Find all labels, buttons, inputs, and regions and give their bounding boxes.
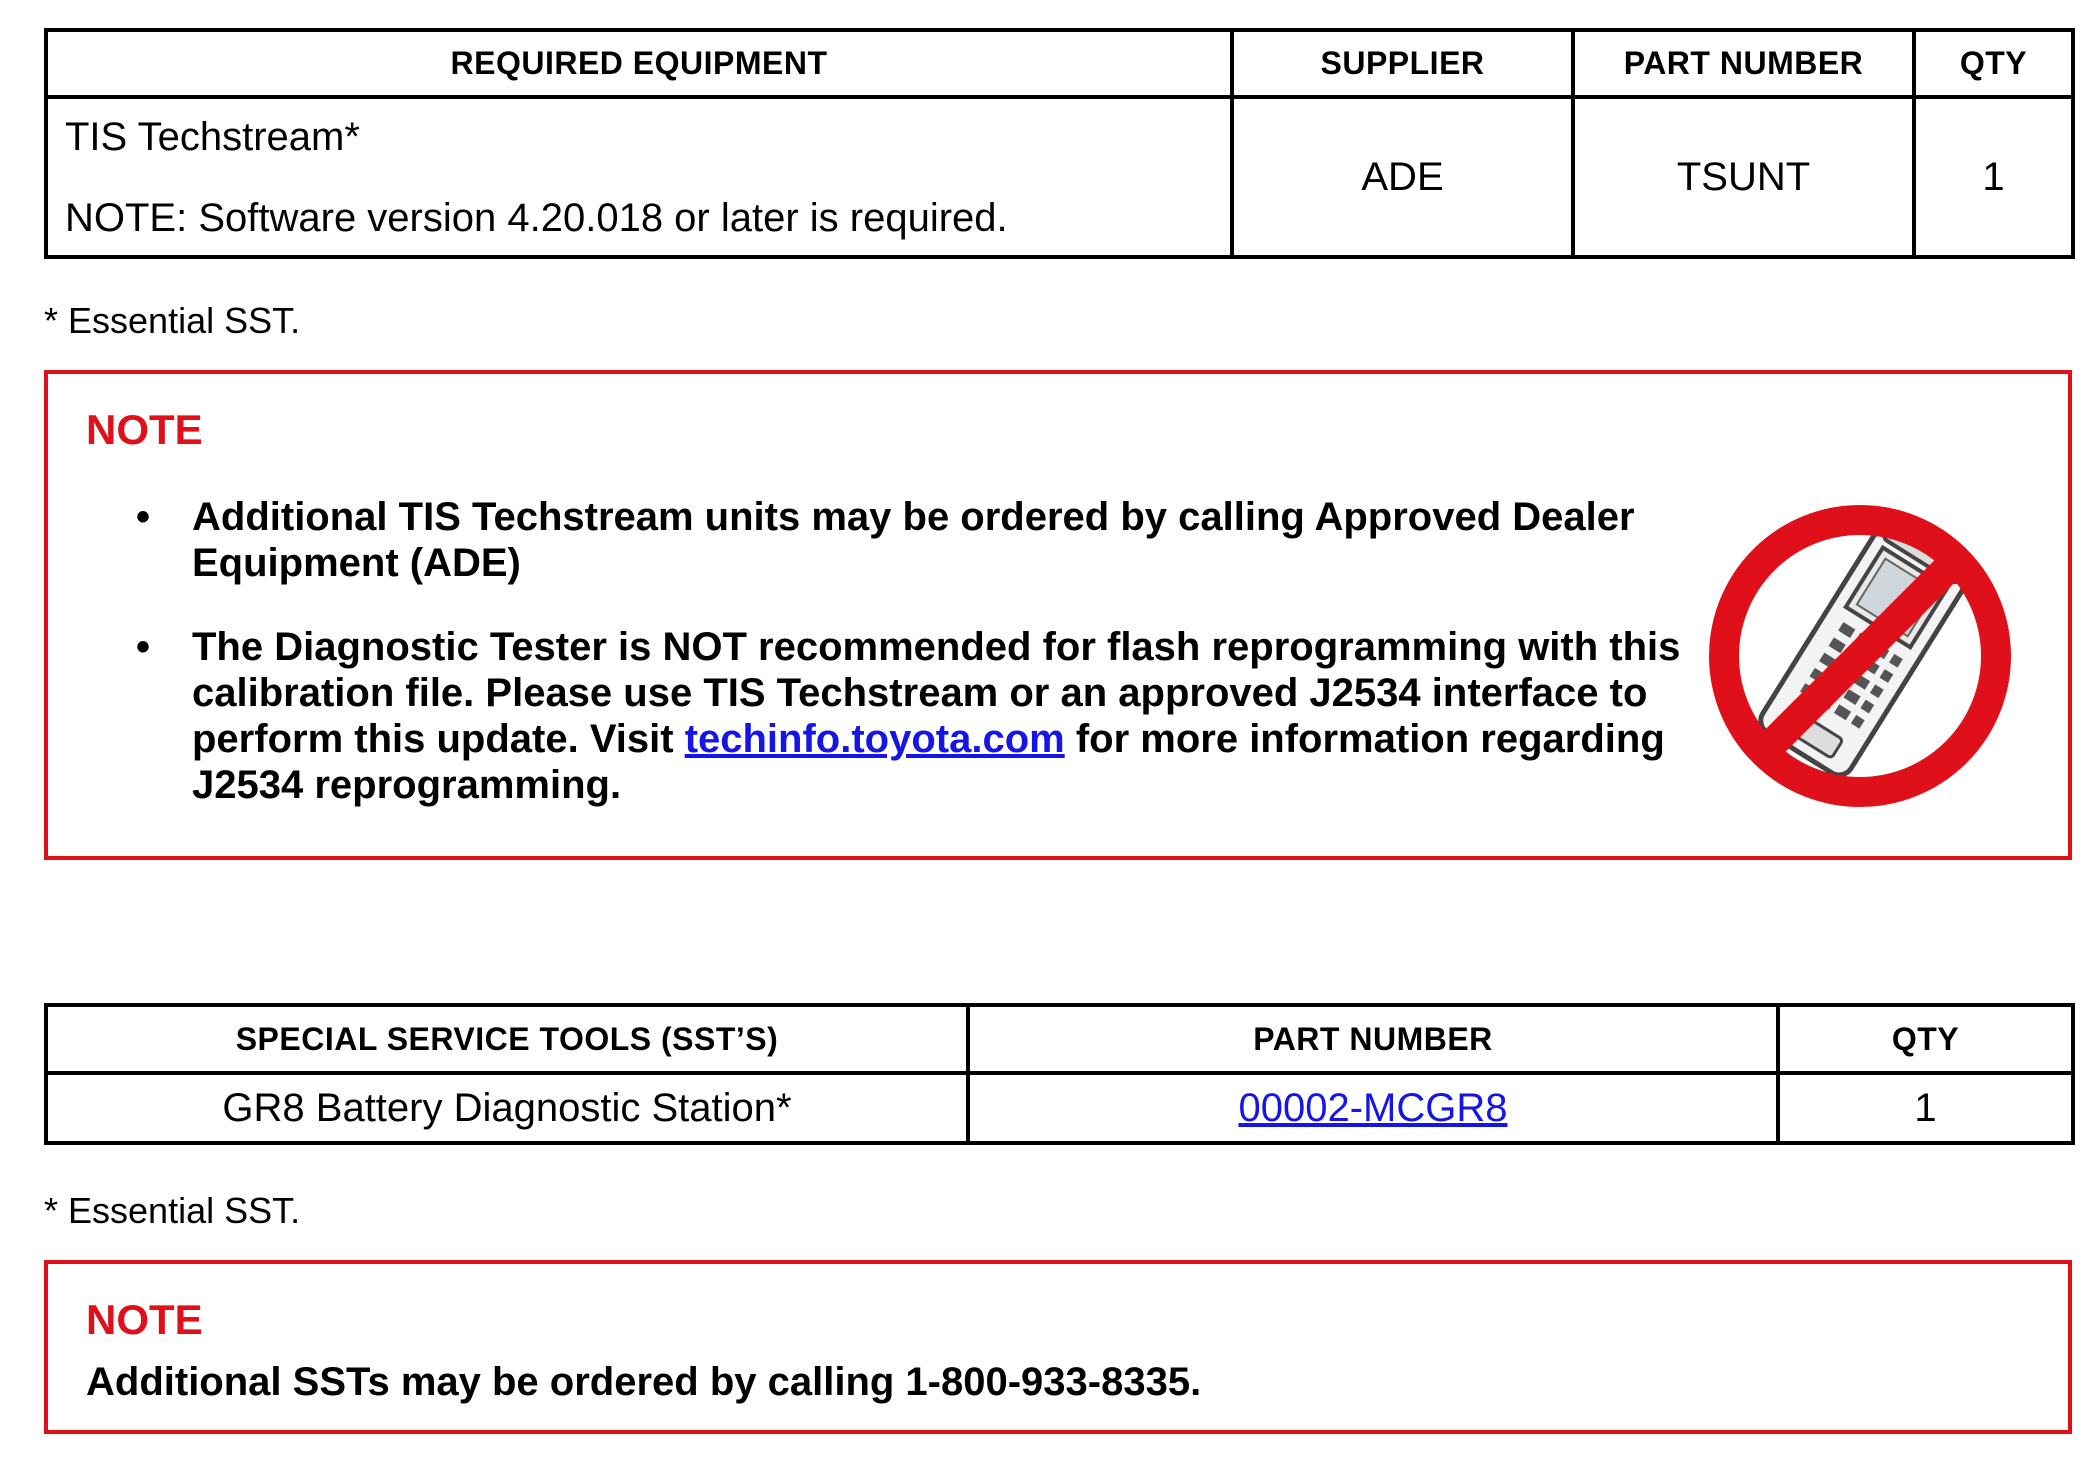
table-row [46,97,2073,257]
header-sst: SPECIAL SERVICE TOOLS (SST’S) [46,1005,968,1073]
part-number-link[interactable]: 00002-MCGR8 [1238,1085,1508,1130]
note-box-techstream [44,370,2072,860]
equipment-name: TIS Techstream* [65,115,360,159]
table-row [46,1073,2073,1143]
note-box-sst [44,1260,2072,1434]
sst-qty-cell: 1 [1778,1073,2073,1143]
header-supplier: SUPPLIER [1232,30,1573,97]
bullet-text-after-link: for more information regarding J2534 reprogramming. [192,717,1665,807]
qty-cell: 1 [1914,97,2073,257]
footnote-essential-sst: * Essential SST. [44,1190,301,1231]
equipment-note: NOTE: Software version 4.20.018 or later is required. [65,196,1008,240]
bullet-text-before-link: The Diagnostic Tester is NOT recommended for flash reprogramming with this calibration file. Please use TIS Techstream or an approved J2534 interface to perform this update. Visit [192,625,1681,761]
table-header-row [46,1005,2073,1073]
list-item [136,494,1696,586]
part-number-cell: TSUNT [1573,97,1914,257]
bullet-icon: • [136,495,151,539]
header-required-equipment: REQUIRED EQUIPMENT [46,30,1232,97]
footnote-essential-sst: * Essential SST. [44,300,301,341]
equipment-cell [46,97,1232,257]
techinfo-link[interactable]: techinfo.toyota.com [684,717,1065,761]
note-title: NOTE [86,1296,203,1343]
list-item [136,624,1696,808]
required-equipment-table [44,28,2075,259]
bullet-text: Additional TIS Techstream units may be ordered by calling Approved Dealer Equipment (ADE) [192,495,1635,585]
special-service-tools-table [44,1003,2075,1145]
note-bullet-list [136,494,1696,846]
header-qty: QTY [1778,1005,2073,1073]
header-qty: QTY [1914,30,2073,97]
no-diagnostic-tester-icon [1700,496,2020,816]
table-header-row [46,30,2073,97]
sst-name-cell: GR8 Battery Diagnostic Station* [46,1073,968,1143]
note-title: NOTE [86,406,203,453]
bullet-icon: • [136,625,151,669]
header-part-number: PART NUMBER [968,1005,1778,1073]
header-part-number: PART NUMBER [1573,30,1914,97]
note-text: Additional SSTs may be ordered by calling 1-800-933-8335. [86,1360,1202,1404]
supplier-cell: ADE [1232,97,1573,257]
sst-part-number-cell [968,1073,1778,1143]
